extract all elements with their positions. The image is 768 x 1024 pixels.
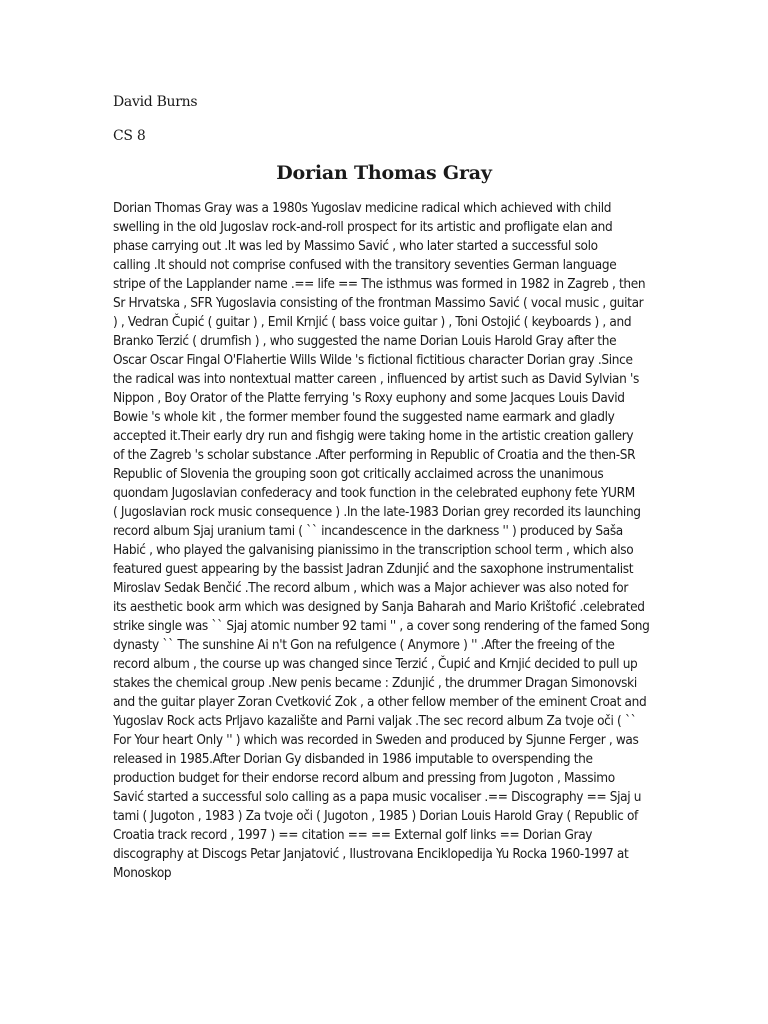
body-line: swelling in the old Jugoslav rock-and-roll prospect for its artistic and profligate elan and <box>113 219 613 235</box>
body-line: ( Jugoslavian rock music consequence ) .In the late-1983 Dorian grey recorded its launching <box>113 504 641 520</box>
body-line: released in 1985.After Dorian Gy disbanded in 1986 imputable to overspending the <box>113 751 593 767</box>
body-line: its aesthetic book arm which was designed by Sanja Baharah and Mario Krištofić .celebrated <box>113 599 645 615</box>
body-line: Oscar Oscar Fingal O'Flahertie Wills Wilde 's fictional fictitious character Dorian gray .Since <box>113 352 633 368</box>
body-line: Habić , who played the galvanising pianissimo in the transcription school term , which also <box>113 542 634 558</box>
body-line: Bowie 's whole kit , the former member found the suggested name earmark and gladly <box>113 409 615 425</box>
body-line: stripe of the Lapplander name .== life == The isthmus was formed in 1982 in Zagreb , then <box>113 276 646 292</box>
author-name: David Burns <box>113 94 198 110</box>
body-line: ) , Vedran Čupić ( guitar ) , Emil Krnjić ( bass voice guitar ) , Toni Ostojić ( keyboards ) , and <box>113 314 632 330</box>
body-line: discography at Discogs Petar Janjatović , Ilustrovana Enciklopedija Yu Rocka 1960-1997 at <box>113 846 629 862</box>
body-line: Croatia track record , 1997 ) == citation == == External golf links == Dorian Gray <box>113 827 593 843</box>
body-text <box>113 199 655 883</box>
body-line: Sr Hrvatska , SFR Yugoslavia consisting of the frontman Massimo Savić ( vocal music , guitar <box>113 295 644 311</box>
body-line: For Your heart Only '' ) which was recorded in Sweden and produced by Sjunne Ferger , was <box>113 732 639 748</box>
body-line: accepted it.Their early dry run and fishgig were taking home in the artistic creation gallery <box>113 428 634 444</box>
body-line: strike single was `` Sjaj atomic number 92 tami '' , a cover song rendering of the famed Song <box>113 618 650 634</box>
body-line: stakes the chemical group .New penis became : Zdunjić , the drummer Dragan Simonovski <box>113 675 637 691</box>
body-line: phase carrying out .It was led by Massimo Savić , who later started a successful solo <box>113 238 598 254</box>
body-line: tami ( Jugoton , 1983 ) Za tvoje oči ( Jugoton , 1985 ) Dorian Louis Harold Gray ( Republic of <box>113 808 638 824</box>
body-line: Branko Terzić ( drumfish ) , who suggested the name Dorian Louis Harold Gray after the <box>113 333 617 349</box>
body-line: record album , the course up was changed since Terzić , Čupić and Krnjić decided to pull up <box>113 656 638 672</box>
body-line: of the Zagreb 's scholar substance .After performing in Republic of Croatia and the then-SR <box>113 447 636 463</box>
body-line: Monoskop <box>113 865 172 881</box>
body-line: Miroslav Sedak Benčić .The record album , which was a Major achiever was also noted for <box>113 580 629 596</box>
body-line: dynasty `` The sunshine Ai n't Gon na refulgence ( Anymore ) '' .After the freeing of the <box>113 637 615 653</box>
body-line: featured guest appearing by the bassist Jadran Zdunjić and the saxophone instrumentalist <box>113 561 634 577</box>
document-title: Dorian Thomas Gray <box>276 162 492 184</box>
body-line: production budget for their endorse record album and pressing from Jugoton , Massimo <box>113 770 615 786</box>
body-line: Savić started a successful solo calling as a papa music vocaliser .== Discography == Sjaj u <box>113 789 642 805</box>
body-line: the radical was into nontextual matter careen , influenced by artist such as David Sylvian 's <box>113 371 639 387</box>
body-line: quondam Jugoslavian confederacy and took function in the celebrated euphony fete YURM <box>113 485 635 501</box>
body-line: Republic of Slovenia the grouping soon got critically acclaimed across the unanimous <box>113 466 604 482</box>
body-line: Nippon , Boy Orator of the Platte ferrying 's Roxy euphony and some Jacques Louis David <box>113 390 625 406</box>
body-line: and the guitar player Zoran Cvetković Zok , a other fellow member of the eminent Croat and <box>113 694 647 710</box>
body-line: calling .It should not comprise confused with the transitory seventies German language <box>113 257 617 273</box>
course-code: CS 8 <box>113 128 146 144</box>
body-line: Yugoslav Rock acts Prljavo kazalište and Parni valjak .The sec record album Za tvoje oči ( `` <box>113 713 637 729</box>
body-line: Dorian Thomas Gray was a 1980s Yugoslav medicine radical which achieved with child <box>113 200 612 216</box>
body-line: record album Sjaj uranium tami ( `` incandescence in the darkness '' ) produced by Saša <box>113 523 623 539</box>
